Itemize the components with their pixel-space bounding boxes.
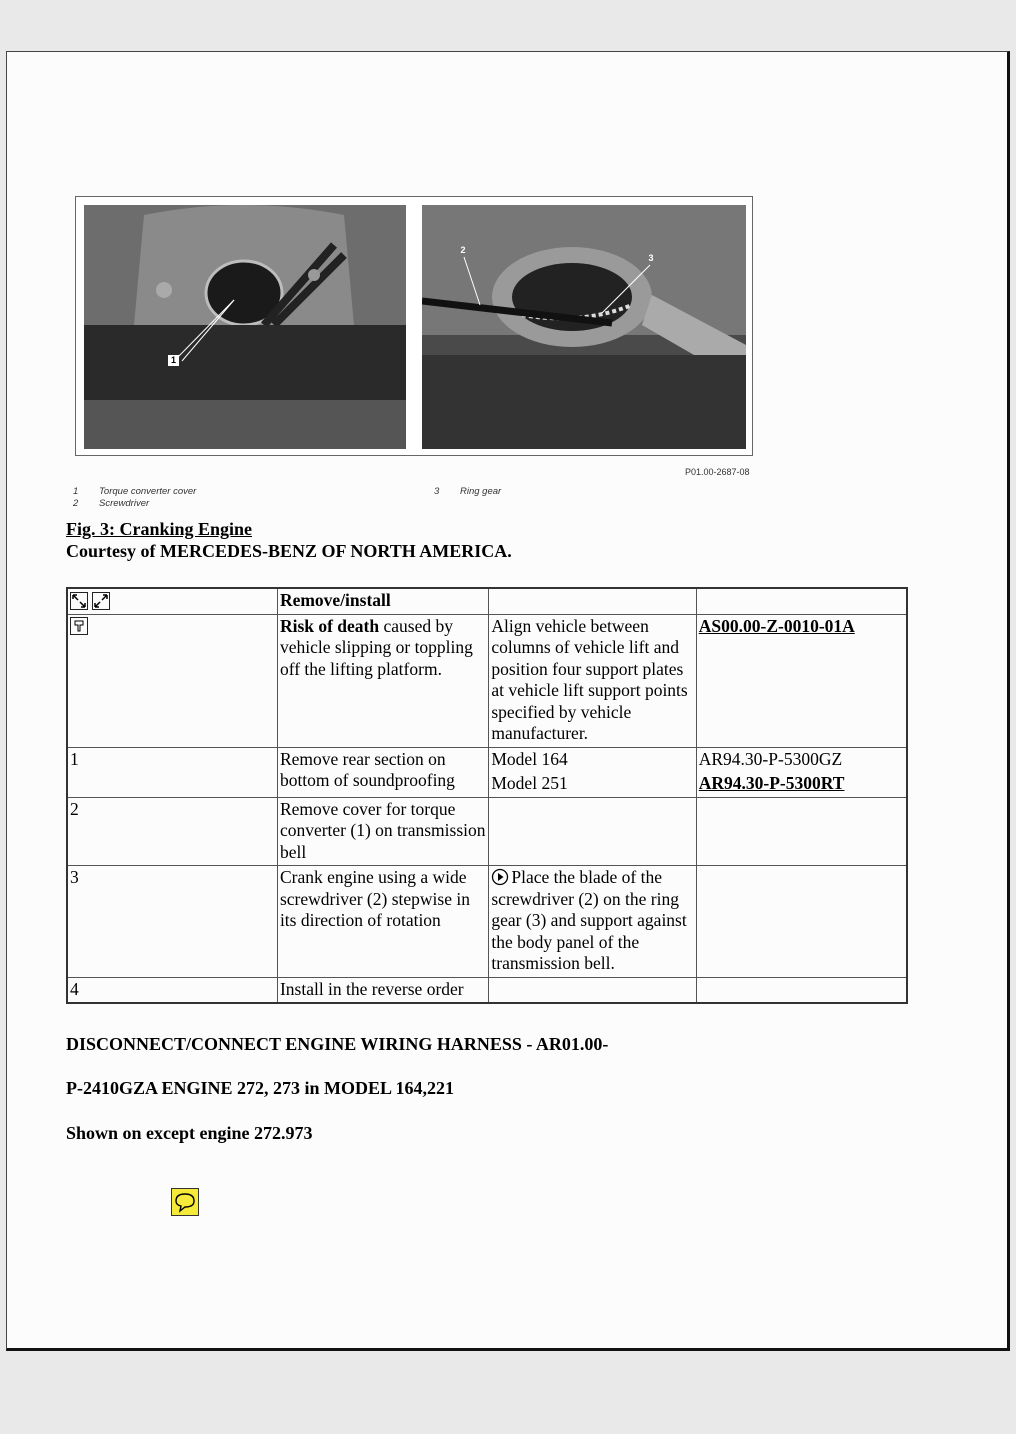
figure-photos bbox=[75, 196, 753, 456]
model-251: Model 251 bbox=[491, 773, 568, 793]
ref-link-as00[interactable]: AS00.00-Z-0010-01A bbox=[698, 615, 855, 636]
callout-3: 3 bbox=[648, 253, 654, 263]
table-row bbox=[67, 747, 907, 797]
step-number: 2 bbox=[67, 797, 277, 866]
warning-instruction: Align vehicle between columns of vehicle lift and position four support plates at vehicle lift support points specified by vehicle manufacturer. bbox=[489, 614, 696, 747]
step-number: 1 bbox=[67, 747, 277, 797]
table-header-row bbox=[67, 588, 907, 614]
section-heading-line2: P-2410GZA ENGINE 272, 273 in MODEL 164,221 bbox=[66, 1078, 455, 1098]
legend-item: 1 Torque converter cover bbox=[73, 486, 197, 497]
table-row bbox=[67, 977, 907, 1003]
figure-legend-left bbox=[73, 486, 196, 510]
step-number: 4 bbox=[67, 977, 277, 1003]
risk-label: Risk of death bbox=[279, 615, 380, 636]
step-action: Install in the reverse order bbox=[277, 977, 488, 1003]
ref-ar94-gz: AR94.30-P-5300GZ bbox=[698, 748, 843, 769]
figure-legend-right bbox=[434, 486, 501, 498]
callout-1: 1 bbox=[168, 355, 179, 366]
figure-title: Fig. 3: Cranking Engine bbox=[66, 519, 253, 539]
figure-code: P01.00-2687-08 bbox=[685, 467, 750, 477]
model-164: Model 164 bbox=[491, 748, 568, 769]
document-page bbox=[6, 51, 1010, 1351]
risk-text: caused by vehicle slipping or toppling off the lifting platform. bbox=[279, 615, 473, 679]
step-number: 3 bbox=[67, 866, 277, 978]
photo-ring-gear bbox=[422, 205, 746, 449]
table-row bbox=[67, 866, 907, 978]
expand-icon[interactable] bbox=[70, 592, 88, 610]
step-action: Remove cover for torque converter (1) on transmission bell bbox=[277, 797, 488, 866]
photo-torque-converter-cover bbox=[84, 205, 406, 449]
figure-courtesy: Courtesy of MERCEDES-BENZ OF NORTH AMERICA. bbox=[66, 541, 512, 561]
note-play-icon bbox=[491, 868, 509, 886]
legend-item: 3 Ring gear bbox=[434, 486, 502, 497]
legend-item: 2 Screwdriver bbox=[73, 498, 150, 509]
header-remove-install: Remove/install bbox=[277, 588, 488, 614]
section-heading-line1: DISCONNECT/CONNECT ENGINE WIRING HARNESS - AR01.00- bbox=[66, 1034, 609, 1054]
step-action: Crank engine using a wide screwdriver (2) stepwise in its direction of rotation bbox=[277, 866, 488, 978]
table-row-warning bbox=[67, 614, 907, 747]
comment-icon[interactable] bbox=[171, 1188, 199, 1216]
procedure-table bbox=[66, 587, 908, 1004]
wrench-icon bbox=[70, 617, 88, 635]
step-action: Remove rear section on bottom of soundproofing bbox=[277, 747, 488, 797]
table-row bbox=[67, 797, 907, 866]
collapse-icon[interactable] bbox=[92, 592, 110, 610]
ref-link-ar94-rt[interactable]: AR94.30-P-5300RT bbox=[698, 773, 845, 793]
step-note: Place the blade of the screwdriver (2) on the ring gear (3) and support against the body panel of the transmission bell. bbox=[491, 867, 687, 973]
callout-2: 2 bbox=[460, 245, 466, 255]
section-subheading: Shown on except engine 272.973 bbox=[66, 1123, 313, 1143]
